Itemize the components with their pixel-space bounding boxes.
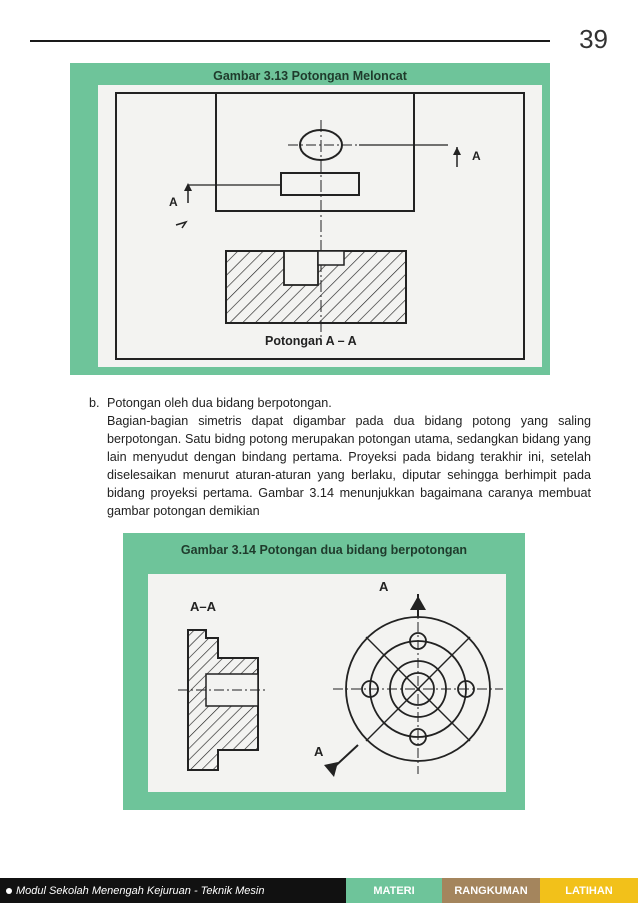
tab-latihan[interactable]: LATIHAN <box>540 878 638 903</box>
list-title: Potongan oleh dua bidang berpotongan. <box>107 396 332 410</box>
slot <box>281 173 359 195</box>
list-body: Bagian-bagian simetris dapat digambar pada dua bidang potong yang saling berpotongan. Satu bidng potong merupakan potongan utama, sedangkan bidang yang lain menyudut dengan bindang pertama. Proyeksi pada bidang terakhir ini, setelah diselesaikan menurut aturan-aturan yang berlaku, diputar sehingga berhimpit pada bidang proyeksi pertama. Gambar 3.14 menunjukkan bagaimana caranya membuat gambar potongan demikian <box>107 414 591 518</box>
label-a-left: A <box>169 195 178 209</box>
label-a-right: A <box>472 149 481 163</box>
tab-rangkuman[interactable]: RANGKUMAN <box>442 878 540 903</box>
footer-module <box>0 878 346 903</box>
figure-caption: Gambar 3.13 Potongan Meloncat <box>213 69 407 83</box>
technical-drawing <box>98 85 542 367</box>
footer <box>0 878 638 903</box>
label-a-top: A <box>379 579 389 594</box>
label-section-aa: A–A <box>190 599 217 614</box>
drawing-svg <box>98 85 542 367</box>
list-marker: b. <box>89 396 100 410</box>
tab-materi[interactable]: MATERI <box>346 878 442 903</box>
figure-caption: Gambar 3.14 Potongan dua bidang berpotongan <box>180 543 468 557</box>
bullet-icon <box>6 888 12 894</box>
footer-module-label: Modul Sekolah Menengah Kejuruan - Teknik Mesin <box>16 884 265 897</box>
page-number: 39 <box>579 24 608 54</box>
figure-3-14 <box>123 533 525 810</box>
top-view <box>216 93 414 211</box>
label-section: Potongan A – A <box>265 334 357 348</box>
label-a-bottom: A <box>314 744 324 759</box>
circular-view <box>330 594 503 774</box>
header-rule <box>30 40 550 42</box>
figure-3-13 <box>70 63 550 375</box>
